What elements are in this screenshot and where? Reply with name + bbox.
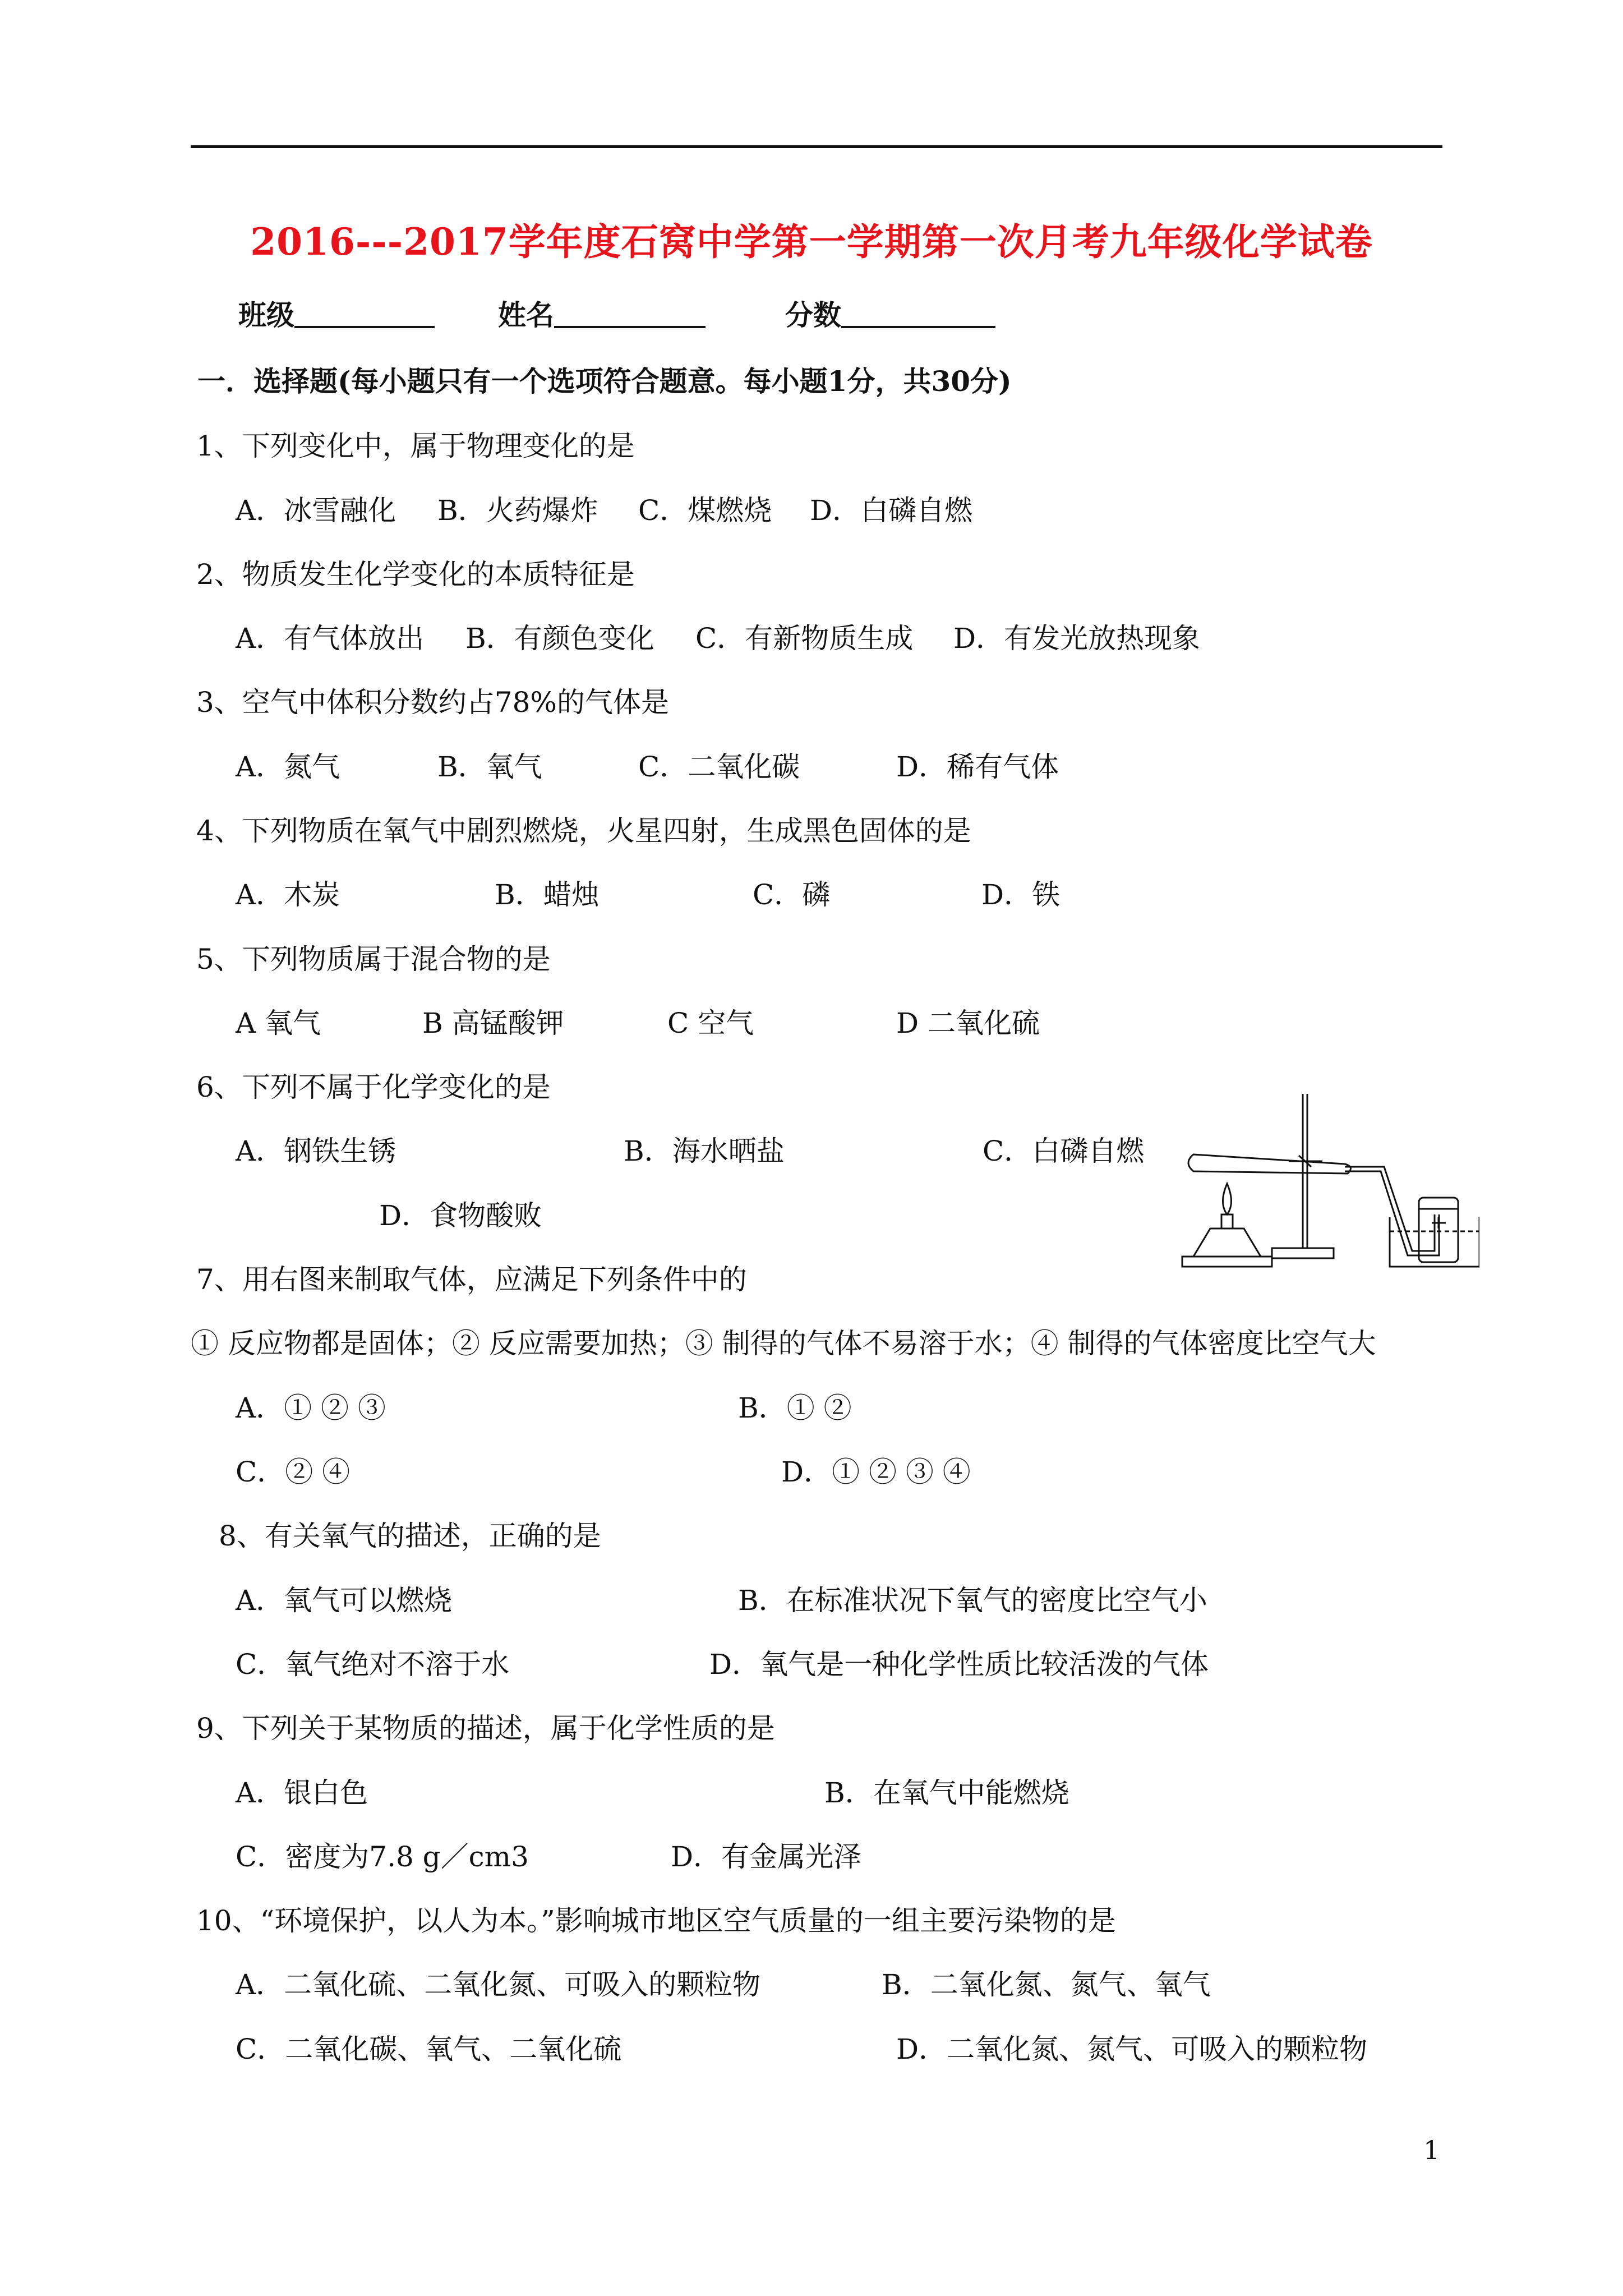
q8-option-b: B．在标准状况下氧气的密度比空气小: [738, 1584, 1207, 1617]
class-field: [238, 293, 435, 333]
q2-option-b: B．有颜色变化: [465, 622, 654, 655]
q9-option-c: C．密度为7.8 g／cm3: [236, 1841, 529, 1873]
q4-option-d: D．铁: [981, 878, 1061, 911]
page-title: 2016---2017学年度石窝中学第一学期第一次月考九年级化学试卷: [250, 220, 1373, 264]
q1-option-b: B．火药爆炸: [437, 494, 598, 527]
q10-option-b: B．二氧化氮、氮气、氧气: [882, 1968, 1211, 2001]
q7-option-b: B．① ②: [738, 1392, 852, 1424]
gas-apparatus-figure: [1177, 1088, 1479, 1268]
q10-option-a: A．二氧化硫、二氧化氮、可吸入的颗粒物: [236, 1968, 761, 2001]
q3-stem: 3、空气中体积分数约占78%的气体是: [196, 686, 669, 719]
q2-stem: 2、物质发生化学变化的本质特征是: [196, 558, 635, 591]
q1-stem: 1、下列变化中，属于物理变化的是: [196, 430, 635, 462]
q6-option-c: C．白磷自燃: [983, 1135, 1145, 1167]
stand-base: [1272, 1248, 1334, 1258]
class-blank: [294, 301, 435, 328]
q2-option-c: C．有新物质生成: [695, 622, 914, 655]
score-blank: [841, 301, 995, 328]
q5-option-d: D 二氧化硫: [896, 1007, 1040, 1039]
q7-option-d: D．① ② ③ ④: [781, 1456, 971, 1488]
q8-option-c: C．氧气绝对不溶于水: [236, 1648, 510, 1681]
q2-option-a: A．有气体放出: [236, 622, 425, 655]
q1-option-c: C．煤燃烧: [638, 494, 772, 527]
q4-stem: 4、下列物质在氧气中剧烈燃烧，火星四射，生成黑色固体的是: [196, 815, 971, 847]
q6-option-b: B．海水晒盐: [624, 1135, 785, 1167]
score-field: [785, 293, 995, 333]
q9-option-d: D．有金属光泽: [671, 1841, 862, 1873]
q8-stem: 8、有关氧气的描述，正确的是: [219, 1520, 601, 1552]
name-blank: [554, 301, 706, 328]
q6-option-d: D．食物酸败: [379, 1199, 542, 1232]
q8-option-d: D．氧气是一种化学性质比较活泼的气体: [709, 1648, 1209, 1681]
q4-option-c: C．磷: [753, 878, 831, 911]
q9-option-b: B．在氧气中能燃烧: [824, 1777, 1069, 1809]
q5-option-c: C 空气: [667, 1007, 754, 1039]
q2-option-d: D．有发光放热现象: [953, 622, 1201, 655]
q1-option-a: A．冰雪融化: [236, 494, 396, 527]
q5-stem: 5、下列物质属于混合物的是: [196, 943, 551, 976]
q4-option-b: B．蜡烛: [495, 878, 600, 911]
section-heading: 一．选择题(每小题只有一个选项符合题意。每小题1分，共30分): [197, 365, 1012, 398]
q6-option-a: A．钢铁生锈: [236, 1135, 396, 1167]
q10-option-d: D．二氧化氮、氮气、可吸入的颗粒物: [896, 2033, 1368, 2065]
q7-option-c: C．② ④: [236, 1456, 351, 1488]
q3-option-a: A．氮气: [236, 751, 340, 783]
q5-option-b: B 高锰酸钾: [422, 1007, 564, 1039]
q1-option-d: D．白磷自燃: [810, 494, 973, 527]
header-rule: [191, 145, 1442, 148]
q3-option-c: C．二氧化碳: [638, 751, 800, 783]
page-number: 1: [1423, 2135, 1440, 2165]
class-label: 班级: [238, 298, 294, 332]
q5-option-a: A 氧气: [236, 1007, 321, 1039]
score-label: 分数: [785, 298, 841, 332]
q9-stem: 9、下列关于某物质的描述，属于化学性质的是: [196, 1712, 775, 1745]
q10-option-c: C．二氧化碳、氧气、二氧化硫: [236, 2033, 622, 2065]
q7-conditions: ① 反应物都是固体；② 反应需要加热；③ 制得的气体不易溶于水；④ 制得的气体密度比空气大: [191, 1327, 1376, 1360]
q7-option-a: A．① ② ③: [236, 1392, 386, 1424]
name-field: [498, 293, 706, 333]
name-label: 姓名: [498, 298, 554, 332]
q4-option-a: A．木炭: [236, 878, 340, 911]
q3-option-b: B．氧气: [437, 751, 542, 783]
q9-option-a: A．银白色: [236, 1777, 368, 1809]
q10-stem: 10、“环境保护，以人为本。”影响城市地区空气质量的一组主要污染物的是: [196, 1904, 1116, 1937]
q7-stem: 7、用右图来制取气体，应满足下列条件中的: [196, 1263, 747, 1296]
q6-stem: 6、下列不属于化学变化的是: [196, 1071, 551, 1103]
q3-option-d: D．稀有气体: [896, 751, 1059, 783]
q8-option-a: A．氧气可以燃烧: [236, 1584, 453, 1617]
